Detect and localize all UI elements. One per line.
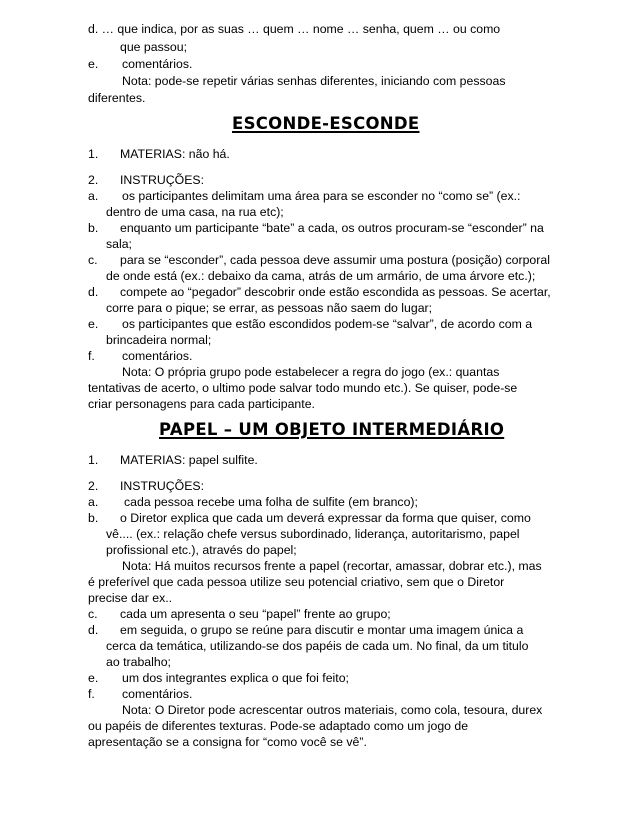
section-title-esconde: ESCONDE-ESCONDE bbox=[232, 114, 420, 133]
item-e-text: um dos integrantes explica o que foi feito; bbox=[122, 671, 349, 685]
item-d-text: em seguida, o grupo se reúne para discutir e montar uma imagem única a bbox=[120, 623, 524, 637]
note-line: Nota: Há muitos recursos frente a papel (recortar, amassar, dobrar etc.), mas bbox=[122, 559, 542, 573]
item-f-label: f. bbox=[88, 687, 95, 701]
materials-number: 1. bbox=[88, 453, 99, 467]
item-c-text: cada um apresenta o seu “papel” frente ao grupo; bbox=[120, 607, 391, 621]
item-b-text: profissional etc.), através do papel; bbox=[106, 543, 297, 557]
item-f-label: f. bbox=[88, 349, 95, 363]
note-line: Nota: pode-se repetir várias senhas diferentes, iniciando com pessoas bbox=[122, 74, 506, 88]
item-d-text: compete ao “pegador” descobrir onde estão escondida as pessoas. Se acertar, bbox=[120, 285, 551, 299]
materials-text: MATERIAS: não há. bbox=[120, 147, 230, 161]
item-e-label: e. bbox=[88, 57, 99, 71]
instructions-heading: INSTRUÇÕES: bbox=[120, 479, 205, 493]
cut-off-text: d. … que indica, por as suas … quem … nome … senha, quem … ou como bbox=[88, 22, 501, 36]
item-d-label: d. bbox=[88, 623, 99, 637]
item-d-text: ao trabalho; bbox=[106, 655, 171, 669]
instructions-number: 2. bbox=[88, 173, 99, 187]
item-e-label: e. bbox=[88, 671, 99, 685]
item-c-text: para se “esconder”, cada pessoa deve assumir uma postura (posição) corporal bbox=[120, 253, 550, 267]
note-line: Nota: O Diretor pode acrescentar outros materiais, como cola, tesoura, durex bbox=[122, 703, 543, 717]
item-d-text: corre para o pique; se errar, as pessoas não saem do lugar; bbox=[106, 301, 433, 315]
note-line: tentativas de acerto, o ultimo pode salvar todo mundo etc.). Se quiser, pode-se bbox=[88, 381, 518, 395]
materials-text: MATERIAS: papel sulfite. bbox=[120, 453, 258, 467]
materials-number: 1. bbox=[88, 147, 99, 161]
note-line: apresentação se a consigna for “como você se vê”. bbox=[88, 735, 367, 749]
item-a-label: a. bbox=[88, 189, 99, 203]
item-e-text: brincadeira normal; bbox=[106, 333, 212, 347]
item-a-text: cada pessoa recebe uma folha de sulfite (em branco); bbox=[124, 495, 418, 509]
item-c-label: c. bbox=[88, 607, 98, 621]
item-f-text: comentários. bbox=[122, 349, 193, 363]
section-title-papel: PAPEL – UM OBJETO INTERMEDIÁRIO bbox=[159, 420, 505, 439]
item-c-text: de onde está (ex.: debaixo da cama, atrás de um armário, de uma árvore etc.); bbox=[106, 269, 536, 283]
item-b-text: vê.... (ex.: relação chefe versus subordinado, liderança, autoritarismo, papel bbox=[106, 527, 520, 541]
item-b-label: b. bbox=[88, 221, 99, 235]
item-c-label: c. bbox=[88, 253, 98, 267]
note-line: criar personagens para cada participante. bbox=[88, 397, 315, 411]
item-f-text: comentários. bbox=[122, 687, 193, 701]
item-e-text: comentários. bbox=[122, 57, 193, 71]
item-a-label: a. bbox=[88, 495, 99, 509]
item-b-label: b. bbox=[88, 511, 99, 525]
note-line: ou papéis de diferentes texturas. Pode-se adaptado como um jogo de bbox=[88, 719, 469, 733]
item-d-label: d. bbox=[88, 285, 99, 299]
note-line: Nota: O própria grupo pode estabelecer a regra do jogo (ex.: quantas bbox=[122, 365, 500, 379]
item-d-text: cerca da temática, utilizando-se dos papéis de cada um. No final, da um titulo bbox=[106, 639, 529, 653]
item-a-text: os participantes delimitam uma área para se esconder no “como se” (ex.: bbox=[122, 189, 521, 203]
item-e-text: os participantes que estão escondidos podem-se “salvar”, de acordo com a bbox=[122, 317, 533, 331]
item-e-label: e. bbox=[88, 317, 99, 331]
note-line: é preferível que cada pessoa utilize seu potencial criativo, sem que o Diretor bbox=[88, 575, 505, 589]
instructions-number: 2. bbox=[88, 479, 99, 493]
cut-off-line bbox=[88, 22, 548, 38]
item-b-text: o Diretor explica que cada um deverá expressar da forma que quiser, como bbox=[120, 511, 531, 525]
item-b-text: enquanto um participante “bate” a cada, os outros procuram-se “esconder” na bbox=[120, 221, 544, 235]
note-line: diferentes. bbox=[88, 91, 146, 105]
item-a-text: dentro de uma casa, na rua etc); bbox=[106, 205, 284, 219]
item-b-text: sala; bbox=[106, 237, 132, 251]
note-line: precise dar ex.. bbox=[88, 591, 173, 605]
instructions-heading: INSTRUÇÕES: bbox=[120, 173, 205, 187]
item-d-continuation: que passou; bbox=[120, 40, 188, 54]
